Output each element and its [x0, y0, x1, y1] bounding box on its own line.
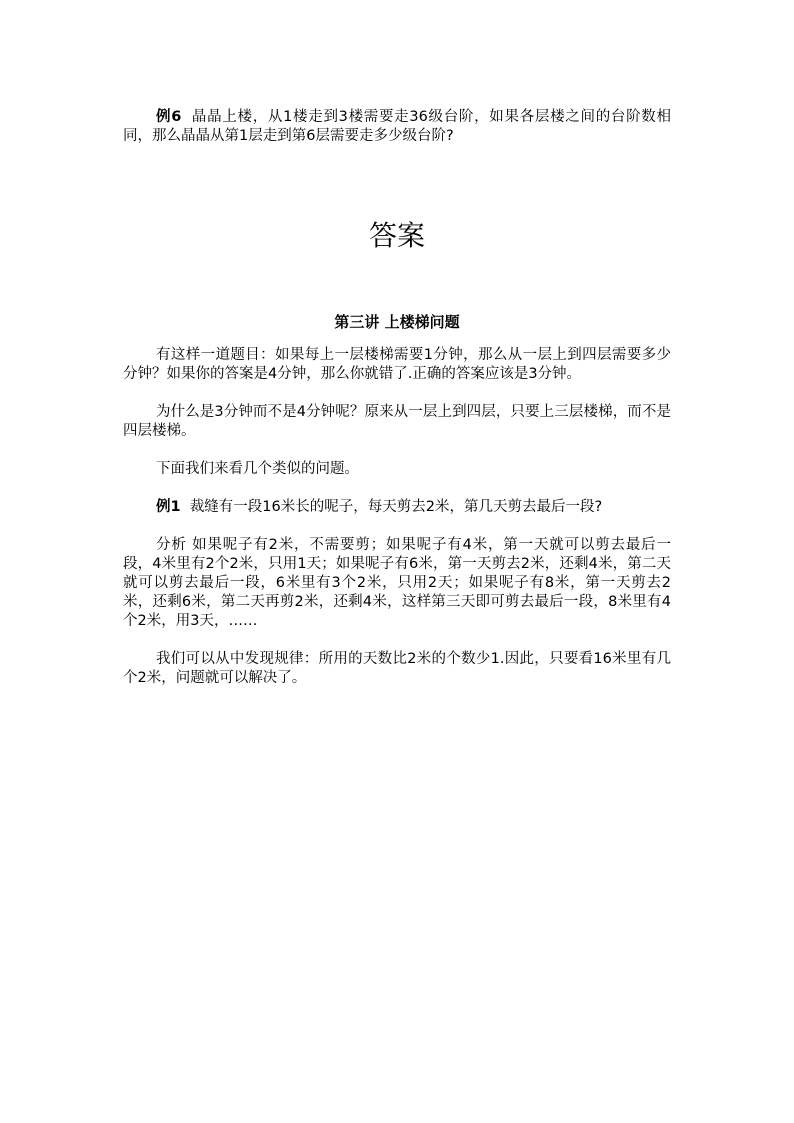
example-6-question	[123, 108, 671, 146]
example-6-text: 晶晶上楼，从1楼走到3楼需要走36级台阶，如果各层楼之间的台阶数相同，那么晶晶从第1层走到第6层需要走多少级台阶?	[123, 109, 672, 144]
example-1-label: 例1	[156, 499, 181, 515]
analysis-paragraph: 分析 如果呢子有2米，不需要剪；如果呢子有4米，第一天就可以剪去最后一段，4米里有2个2米，只用1天；如果呢子有6米，第一天剪去2米，还剩4米，第二天就可以剪去最后一段，6米里有3个2米，只用2天；如果呢子有8米，第一天剪去2米，还剩6米，第二天再剪2米，还剩4米，这样第三天即可剪去最后一段，8米里有4个2米，用3天，……	[123, 537, 671, 629]
transition-paragraph: 下面我们来看几个类似的问题。	[156, 461, 359, 477]
explanation-paragraph: 为什么是3分钟而不是4分钟呢？原来从一层上到四层，只要上三层楼梯，而不是四层楼梯。	[123, 404, 671, 439]
conclusion-paragraph: 我们可以从中发现规律：所用的天数比2米的个数少1.因此，只要看16米里有几个2米，问题就可以解决了。	[123, 651, 671, 686]
example-1-question	[123, 498, 671, 517]
document-page	[123, 108, 671, 688]
example-1-text: 裁缝有一段16米长的呢子，每天剪去2米，第几天剪去最后一段?	[189, 499, 603, 515]
example-6-label: 例6	[156, 109, 182, 125]
intro-paragraph: 有这样一道题目：如果每上一层楼梯需要1分钟，那么从一层上到四层需要多少分钟？如果你的答案是4分钟，那么你就错了.正确的答案应该是3分钟。	[123, 347, 671, 382]
lecture-title: 第三讲 上楼梯问题	[334, 313, 460, 331]
answer-heading: 答案	[368, 219, 425, 252]
